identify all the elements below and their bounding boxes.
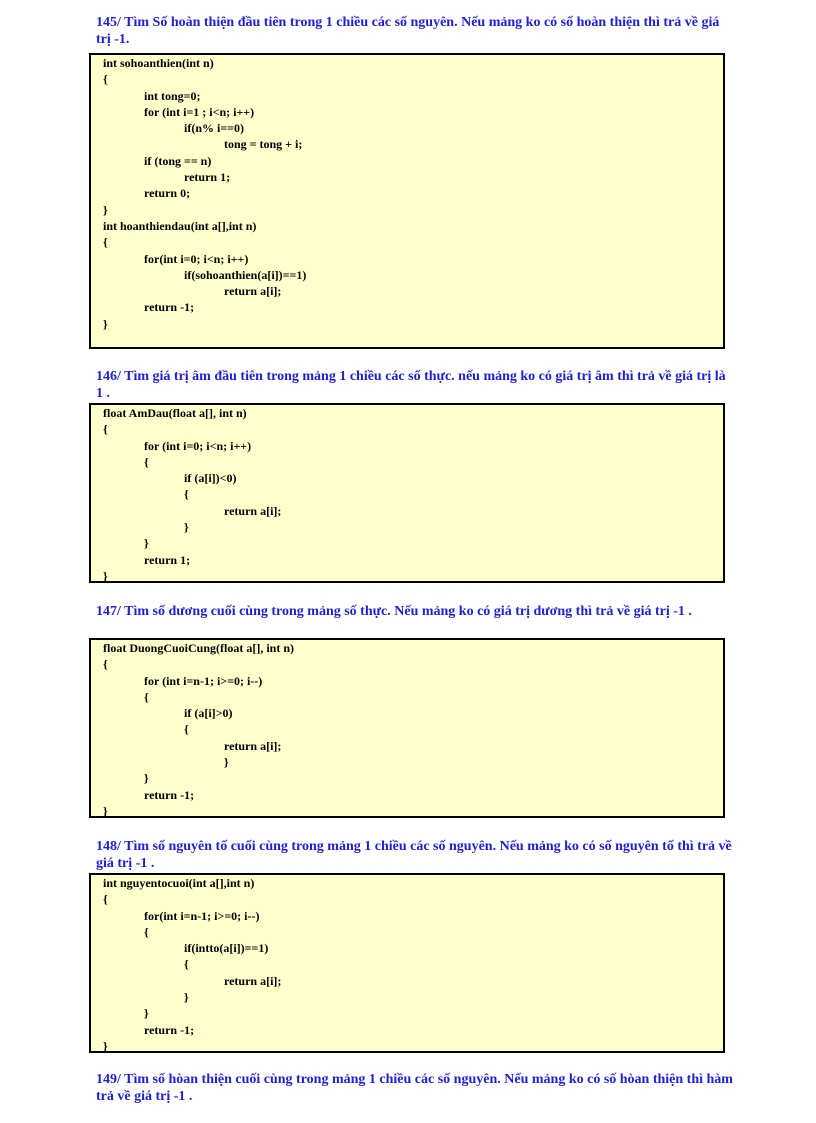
code-line: for (int i=n-1; i>=0; i--) [144,673,263,688]
code-line: if(sohoanthien(a[i])==1) [184,267,307,282]
code-line: return a[i]; [224,973,282,988]
code-line: } [184,520,189,535]
code-line: { [144,689,149,704]
code-line: } [103,568,108,583]
code-line: tong = tong + i; [224,137,303,152]
code-line: } [103,1038,108,1053]
code-line: if (a[i])<0) [184,471,237,486]
code-line: { [184,487,189,502]
section-148-code-box [89,873,725,1053]
section-147-heading: 147/ Tìm số dương cuối cùng trong mảng số thực. Nếu mảng ko có giá trị dương thì trả về giá trị -1 . [96,604,692,619]
code-line: } [184,990,189,1005]
code-line: return -1; [144,787,195,802]
section-147-code [91,640,723,819]
code-line: { [103,422,108,437]
code-line: { [103,72,108,87]
code-line: int tong=0; [144,88,201,103]
code-line: if (tong == n) [144,153,212,168]
code-line: if(intto(a[i])==1) [184,941,269,956]
section-146-code-box [89,403,725,583]
code-line: { [103,235,108,250]
code-line: return a[i]; [224,738,282,753]
section-146-code [91,405,723,584]
code-line: return -1; [144,300,195,315]
code-line: return 0; [144,186,191,201]
code-line: { [144,454,149,469]
code-line: } [144,536,149,551]
code-line: return a[i]; [224,503,282,518]
code-line: for (int i=1 ; i<n; i++) [144,104,255,119]
code-line: int sohoanthien(int n) [103,56,214,70]
code-line: for(int i=0; i<n; i++) [144,251,249,266]
code-line: } [103,803,108,818]
code-line: int nguyentocuoi(int a[],int n) [103,876,255,890]
code-line: } [103,202,108,217]
section-149-heading: 149/ Tìm số hòan thiện cuối cùng trong mảng 1 chiều các số nguyên. Nếu mảng ko có số hòan thiện thì hàm trả về giá trị -1 . [96,1072,733,1104]
code-line: return 1; [184,170,231,185]
code-line: int hoanthiendau(int a[],int n) [103,218,257,233]
section-145-code-box [89,53,725,349]
code-line: } [224,755,229,770]
code-line: float DuongCuoiCung(float a[], int n) [103,641,295,655]
code-line: { [184,957,189,972]
code-line: float AmDau(float a[], int n) [103,406,247,420]
code-line: if(n% i==0) [184,121,245,136]
section-147-code-box [89,638,725,818]
code-line: } [144,1006,149,1021]
code-line: { [103,892,108,907]
code-line: } [103,316,108,331]
section-145-code [91,55,723,332]
section-145-heading: 145/ Tìm Số hoàn thiện đầu tiên trong 1 chiều các số nguyên. Nếu mảng ko có số hoàn thiện thì trả về giá trị -1. [96,15,720,47]
section-146-heading: 146/ Tìm giá trị âm đầu tiên trong mảng 1 chiều các số thực. nếu mảng ko có giá trị âm thì trả về giá trị là 1 . [96,369,726,401]
code-line: } [144,771,149,786]
code-line: { [144,924,149,939]
code-line: return 1; [144,552,191,567]
section-148-heading: 148/ Tìm số nguyên tố cuối cùng trong mảng 1 chiều các số nguyên. Nếu mảng ko có số nguyên tố thì trả về giá trị -1 . [96,839,732,871]
code-line: return a[i]; [224,284,282,299]
code-line: { [103,657,108,672]
code-line: return -1; [144,1022,195,1037]
code-line: { [184,722,189,737]
code-line: if (a[i]>0) [184,706,233,721]
section-148-code [91,875,723,1054]
code-line: for(int i=n-1; i>=0; i--) [144,908,260,923]
code-line: for (int i=0; i<n; i++) [144,438,252,453]
